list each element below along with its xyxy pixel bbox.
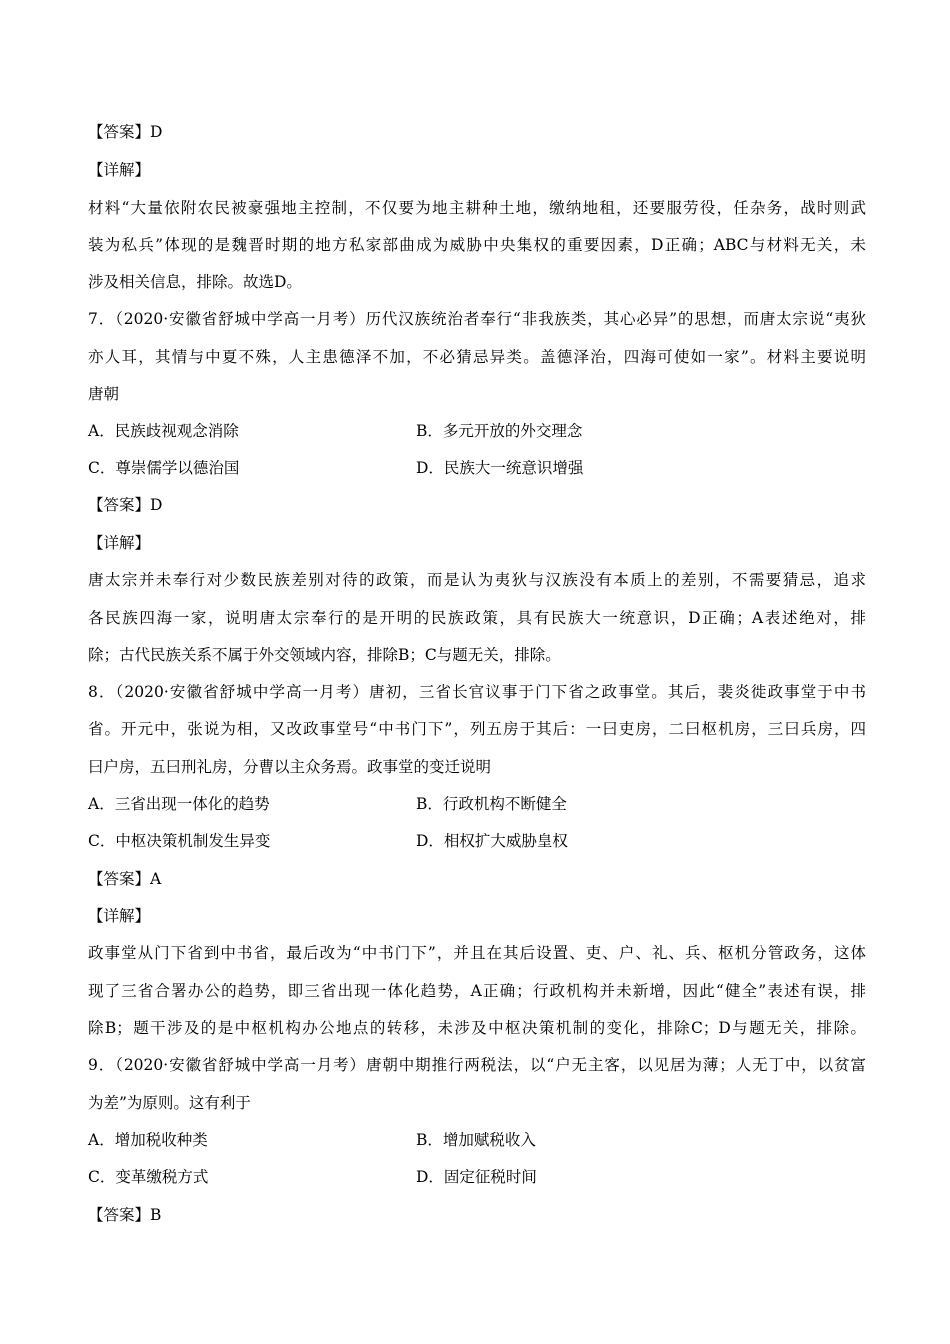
detail-text: 唐太宗并未奉行对少数民族差别对待的政策，而是认为夷狄与汉族没有本质上的差别，不需要猜忌，追求 (88, 571, 866, 589)
answer-line: 【答案】D (88, 496, 163, 514)
option-b: B．行政机构不断健全 (416, 795, 567, 813)
detail-text: 除；古代民族关系不属于外交领域内容，排除B；C与题无关，排除。 (88, 646, 561, 664)
option-b: B．多元开放的外交理念 (416, 422, 583, 440)
detail-label: 【详解】 (88, 907, 151, 925)
option-b: B．增加赋税收入 (416, 1131, 536, 1149)
detail-text: 各民族四海一家，说明唐太宗奉行的是开明的民族政策，具有民族大一统意识，D正确；A表述绝对，排 (88, 609, 866, 627)
option-d: D．固定征税时间 (416, 1168, 537, 1186)
question-stem: 省。开元中，张说为相，又改政事堂号“中书门下”，列五房于其后：一曰吏房，二曰枢机房，三曰兵房，四 (88, 720, 866, 738)
question-stem: 为差”为原则。这有利于 (88, 1094, 251, 1112)
detail-text: 现了三省合署办公的趋势，即三省出现一体化趋势，A正确；行政机构并未新增，因此“健全”表述有误，排 (88, 982, 866, 1000)
answer-line: 【答案】A (88, 870, 162, 888)
option-a: A．增加税收种类 (88, 1131, 208, 1149)
detail-text: 政事堂从门下省到中书省，最后改为“中书门下”，并且在其后设置、吏、户、礼、兵、枢机分管政务，这体 (88, 944, 866, 962)
option-d: D．民族大一统意识增强 (416, 459, 584, 477)
option-c: C．中枢决策机制发生异变 (88, 832, 271, 850)
detail-text: 材料“大量依附农民被豪强地主控制，不仅要为地主耕种土地，缴纳地租，还要服劳役，任杂务，战时则武 (88, 199, 866, 217)
answer-line: 【答案】B (88, 1206, 162, 1224)
question-stem: 8．（2020·安徽省舒城中学高一月考）唐初，三省长官议事于门下省之政事堂。其后，裴炎徙政事堂于中书 (88, 683, 866, 701)
option-d: D．相权扩大威胁皇权 (416, 832, 568, 850)
option-c: C．尊崇儒学以德治国 (88, 459, 240, 477)
question-stem: 9．（2020·安徽省舒城中学高一月考）唐朝中期推行两税法，以“户无主客，以见居为薄；人无丁中，以贫富 (88, 1056, 866, 1074)
detail-text: 装为私兵”体现的是魏晋时期的地方私家部曲成为威胁中央集权的重要因素，D正确；ABC与材料无关，未 (88, 236, 866, 254)
option-a: A．民族歧视观念消除 (88, 422, 239, 440)
detail-text: 涉及相关信息，排除。故选D。 (88, 273, 302, 291)
answer-line: 【答案】D (88, 123, 163, 141)
detail-label: 【详解】 (88, 161, 151, 179)
detail-label: 【详解】 (88, 534, 151, 552)
option-a: A．三省出现一体化的趋势 (88, 795, 270, 813)
detail-text: 除B；题干涉及的是中枢机构办公地点的转移，未涉及中枢决策机制的变化，排除C；D与题无关，排除。 (88, 1019, 866, 1037)
option-c: C．变革缴税方式 (88, 1168, 209, 1186)
question-stem: 7．（2020·安徽省舒城中学高一月考）历代汉族统治者奉行“非我族类，其心必异”的思想，而唐太宗说“夷狄 (88, 310, 866, 328)
question-stem: 唐朝 (88, 385, 120, 403)
question-stem: 亦人耳，其情与中夏不殊，人主患德泽不加，不必猜忌异类。盖德泽治，四海可使如一家”。材料主要说明 (88, 348, 866, 366)
question-stem: 曰户房，五曰刑礼房，分曹以主众务焉。政事堂的变迁说明 (88, 758, 492, 776)
